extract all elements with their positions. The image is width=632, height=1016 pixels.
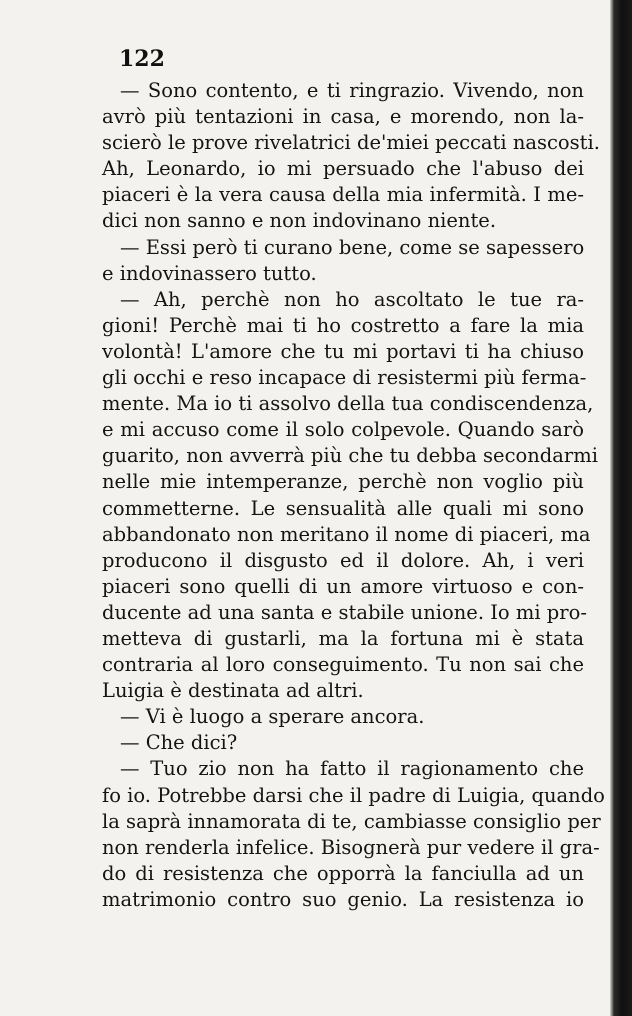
text-line: avrò più tentazioni in casa, e morendo, non la-: [102, 105, 584, 129]
text-line: — Sono contento, e ti ringrazio. Vivendo, non: [120, 79, 584, 102]
text-line: e mi accuso come il solo colpevole. Quando sarò: [102, 418, 584, 442]
text-line: piaceri sono quelli di un amore virtuoso e con-: [102, 574, 584, 598]
text-line: — Essi però ti curano bene, come se sapessero: [120, 235, 585, 259]
text-line: abbandonato non meritano il nome di piaceri, ma: [102, 522, 591, 546]
text-line: piaceri è la vera causa della mia infermità. I me-: [102, 183, 584, 207]
page-edge-shadow: [610, 0, 632, 1016]
text-line: ducente ad una santa e stabile unione. Io mi pro-: [102, 600, 587, 624]
text-line: Ah, Leonardo, io mi persuado che l'abuso dei: [102, 157, 584, 181]
text-line: Luigia è destinata ad altri.: [102, 679, 364, 703]
text-line: — Tuo zio non ha fatto il ragionamento che: [120, 757, 584, 781]
text-line: gioni! Perchè mai ti ho costretto a fare la mia: [102, 313, 584, 337]
text-line: guarito, non avverrà più che tu debba secondarmi: [102, 444, 598, 468]
text-line: scierò le prove rivelatrici de'miei peccati nascosti.: [102, 131, 600, 155]
text-line: non renderla infelice. Bisognerà pur vedere il gra-: [102, 835, 600, 859]
text-line: mente. Ma io ti assolvo della tua condiscendenza,: [102, 392, 594, 416]
text-line: — Che dici?: [120, 731, 238, 755]
text-line: fo io. Potrebbe darsi che il padre di Luigia, quando: [102, 783, 605, 807]
text-line: la saprà innamorata di te, cambiasse consiglio per: [102, 809, 601, 833]
text-line: gli occhi e reso incapace di resistermi più ferma-: [102, 366, 587, 390]
page-number: 122: [119, 46, 165, 72]
text-line: matrimonio contro suo genio. La resistenza io: [102, 887, 584, 911]
text-line: volontà! L'amore che tu mi portavi ti ha chiuso: [102, 339, 584, 363]
text-line: metteva di gustarli, ma la fortuna mi è stata: [102, 626, 584, 650]
text-line: — Vi è luogo a sperare ancora.: [120, 705, 425, 729]
text-line: e indovinassero tutto.: [102, 261, 317, 285]
text-line: nelle mie intemperanze, perchè non voglio più: [102, 470, 584, 494]
text-line: contraria al loro conseguimento. Tu non sai che: [102, 653, 584, 677]
body-text: [102, 78, 605, 913]
text-line: commetterne. Le sensualità alle quali mi sono: [102, 496, 584, 520]
text-line: do di resistenza che opporrà la fanciulla ad un: [102, 861, 584, 885]
text-line: dici non sanno e non indovinano niente.: [102, 209, 497, 233]
text-line: producono il disgusto ed il dolore. Ah, i veri: [102, 548, 584, 572]
text-line: — Ah, perchè non ho ascoltato le tue ra-: [120, 287, 584, 311]
